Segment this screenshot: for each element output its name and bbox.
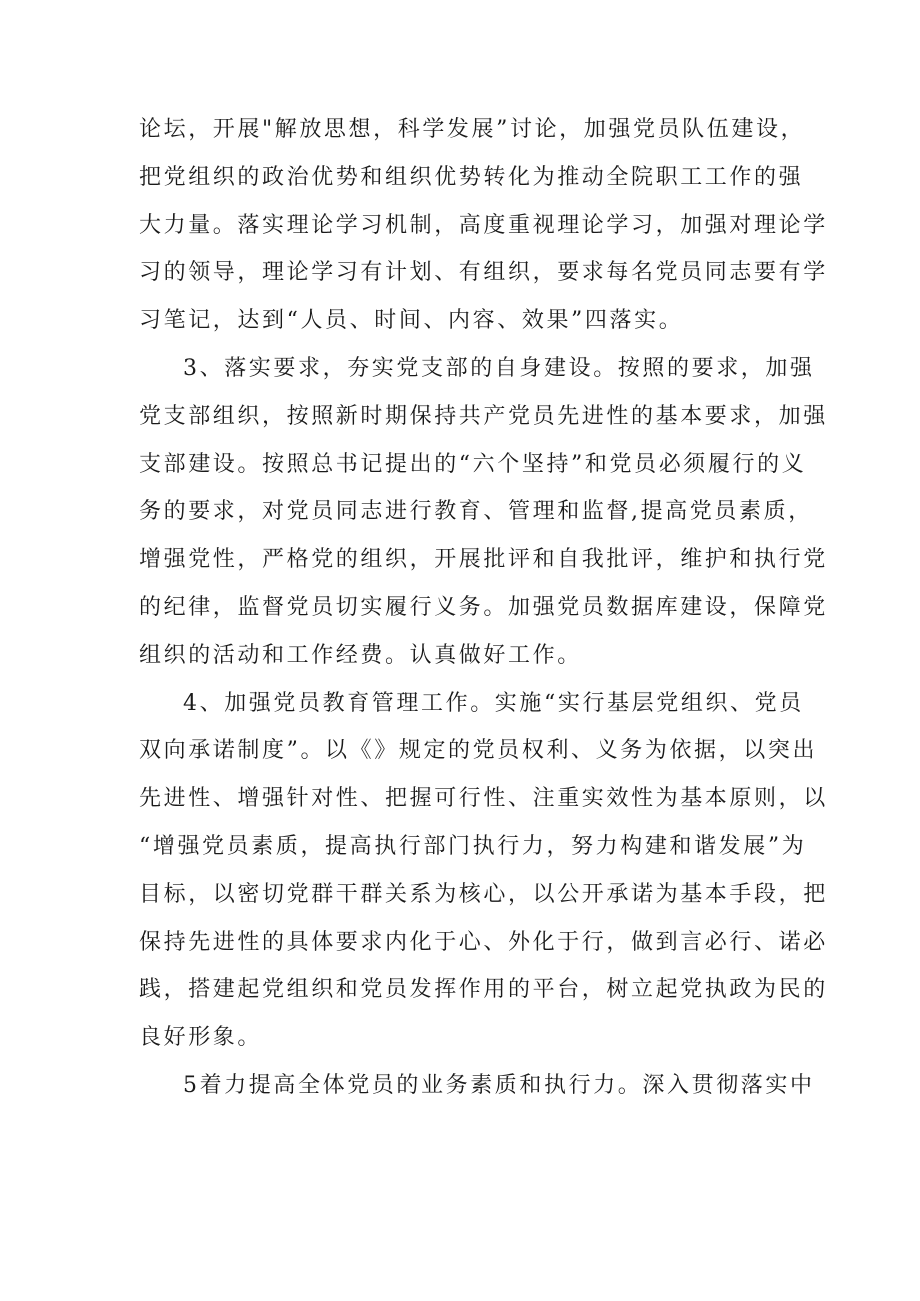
text-line: 党支部组织，按照新时期保持共产党员先进性的基本要求，加强: [139, 403, 828, 429]
text-line: 支部建设。按照总书记提出的“六个坚持”和党员必须履行的义: [139, 451, 807, 477]
paragraph-start-line: 5着力提高全体党员的业务素质和执行力。深入贯彻落实中: [183, 1072, 815, 1098]
text-line: 增强党性，严格党的组织，开展批评和自我批评，维护和执行党: [139, 547, 828, 573]
text-line: 保持先进性的具体要求内化于心、外化于行，做到言必行、诺必: [139, 929, 828, 955]
text-line: 目标，以密切党群干群关系为核心，以公开承诺为基本手段，把: [139, 881, 828, 907]
text-line: 论坛，开展"解放思想，科学发展”讨论，加强党员队伍建设，: [139, 117, 806, 142]
text-line: “增强党员素质，提高执行部门执行力，努力构建和谐发展”为: [139, 833, 807, 859]
text-line: 良好形象。: [139, 1025, 263, 1051]
text-line: 双向承诺制度”。以《》规定的党员权利、义务为依据，以突出: [139, 738, 818, 764]
text-line: 习笔记，达到“人员、时间、内容、效果”四落实。: [139, 308, 684, 334]
text-line: 把党组织的政治优势和组织优势转化为推动全院职工工作的强: [139, 164, 804, 190]
text-line: 践，搭建起党组织和党员发挥作用的平台，树立起党执政为民的: [139, 977, 828, 1003]
text-line: 习的领导，理论学习有计划、有组织，要求每名党员同志要有学: [139, 260, 828, 286]
paragraph-start-line: 3、落实要求，夯实党支部的自身建设。按照的要求，加强: [183, 355, 815, 381]
paragraph-start-line: 4、加强党员教育管理工作。实施“实行基层党组织、党员: [183, 690, 804, 716]
text-line: 组织的活动和工作经费。认真做好工作。: [139, 642, 582, 668]
text-line: 大力量。落实理论学习机制，高度重视理论学习，加强对理论学: [139, 212, 828, 238]
body-text: [139, 106, 828, 1110]
text-line: 先进性、增强针对性、把握可行性、注重实效性为基本原则，以: [139, 786, 828, 812]
text-line: 务的要求，对党员同志进行教育、管理和监督,提高党员素质，: [139, 499, 813, 525]
text-line: 的纪律，监督党员切实履行义务。加强党员数据库建设，保障党: [139, 594, 828, 620]
